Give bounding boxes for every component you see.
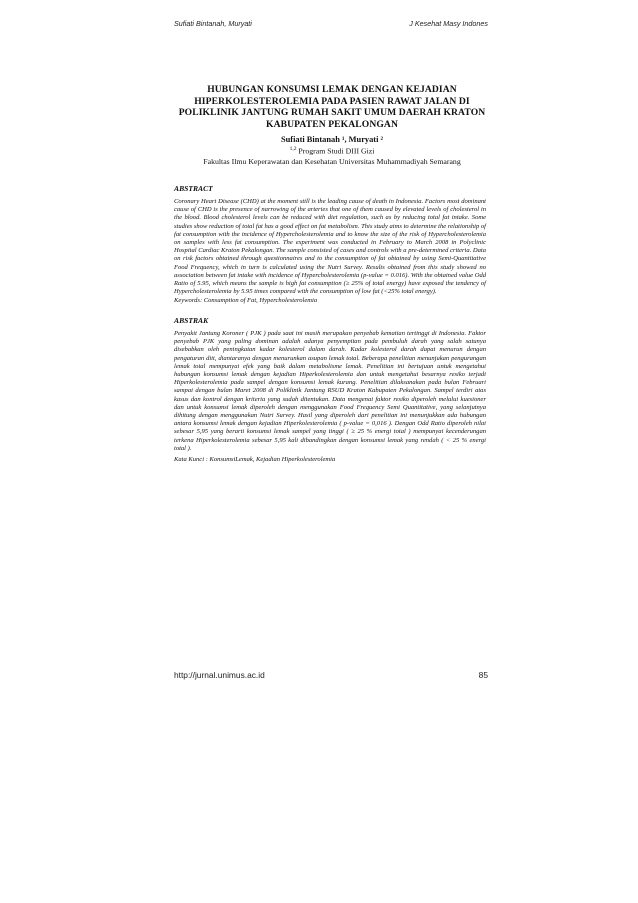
paper-title: HUBUNGAN KONSUMSI LEMAK DENGAN KEJADIAN HIPERKOLESTEROLEMIA PADA PASIEN RAWAT JALAN DI POLIKLINIK JANTUNG RUMAH SAKIT UMUM DAERAH KRATON KABUPATEN PEKALONGAN: [178, 84, 486, 130]
page-number: 85: [478, 670, 488, 680]
abstract-keywords: Keywords: Consumption of Fat, Hypercholesterolemia: [174, 297, 318, 304]
abstract-body: Coronary Heart Disease (CHD) at the moment still is the leading cause of death in Indonesia. Factors most dominant cause of CHD is the presence of narrowing of the arteries that one of them caused by elevated levels of cholesterol in the blood. Blood cholesterol levels can be reduced with diet regulation, such as by reducing total fat intake. Some studies show reduction of total fat has a good effect on fat metabolism. This study aims to determine the relationship of fat consumption with the incidence of Hypercholesterolemia and to know the size of the risk of Hypercholesterolemia on samples with less fat consumption. The experiment was conducted in February to March 2008 in Polyclinic Hospital Cardiac Kraton Pekalongan. The sample consisted of cases and controls with a pre-determined criteria. Data on risk factors obtained through questionnaires and to the consumption of fat obtained by using Semi-Quantitative Food Frequency, which in turn is calculated using the Nutri Survey. Results obtained from this study showed no association between fat intake with incidence of Hypercholesterolemia (p-value = 0.016). With the obtained value Odd Ratio of 5.95, which means the sample is high fat consumption (≥ 25% of total energy) have exposed the tendency of Hypercholesterolemia by 5.95 times compared with the consumption of low fat (<25% total energy).: [174, 198, 486, 296]
footer-url: http://jurnal.unimus.ac.id: [174, 670, 265, 680]
affiliation-program-text: Program Studi DIII Gizi: [298, 146, 375, 156]
running-header-journal: J Kesehat Masy Indones: [409, 19, 488, 28]
abstrak-keywords: Kata Kunci : KonsumsiLemak, Kejadian Hiperkolesterolemia: [174, 456, 336, 463]
affiliation-superscript: 1,2: [289, 146, 297, 152]
abstrak-heading: ABSTRAK: [174, 316, 209, 325]
affiliation-faculty: Fakultas Ilmu Keperawatan dan Kesehatan Universitas Muhammadiyah Semarang: [203, 157, 461, 166]
running-header-authors: Sufiati Bintanah, Muryati: [174, 19, 252, 28]
abstract-heading: ABSTRACT: [174, 184, 213, 193]
affiliation-program: [172, 146, 492, 156]
author-list: Sufiati Bintanah ¹, Muryati ²: [280, 135, 384, 144]
abstrak-body: Penyakit Jantung Koroner ( PJK ) pada saat ini masih merupakan penyebab kematian tertinggi di Indonesia. Faktor penyebab PJK yang paling dominan adalah adanya penyempitan pada pembuluh darah yang salah satunya disebabkan oleh peningkatan kadar kolesterol dalam darah. Kadar kolesterol darah dapat menurun dengan pengaturan diit, diantaranya dengan menurunkan asupan lemak total. Beberapa penelitian menunjukan pengurangan lemak total mempunyai efek yang baik dalam metabolisme lemak. Penelitian ini bertujuan untuk mengetahui hubungan konsumsi lemak dengan kejadian Hiperkolesterolemia dan untuk mengetahui besarnya resiko terjadi Hiperkolesterolemia pada sampel dengan konsumsi lemak kurang. Penelitian dilaksanakan pada bulan Februari sampai dengan bulan Maret 2008 di Poliklinik Jantung RSUD Kraton Kabupaten Pekalongan. Sampel terdiri atas kasus dan kontrol dengan kriteria yang sudah ditentukan. Data mengenai faktor resiko diperoleh melalui kuesioner dan untuk konsumsi lemak diperoleh dengan menggunakan Food Frequency Semi Quantitative, yang selanjutnya dihitung dengan menggunakan Nutri Survey. Hasil yang diperoleh dari penelitian ini menunjukkan ada hubungan antara konsumsi lemak dengan kejadian Hiperkolesterolemia ( p-value = 0,016 ). Dengan Odd Ratio diperoleh nilai sebesar 5,95 yang berarti konsumsi lemak sampel yang tinggi ( ≥ 25 % energi total ) mempunyai kecenderungan terkena Hiperkolesterolemia sebesar 5,95 kali dibandingkan dengan konsumsi lemak yang rendah ( < 25 % energi total ).: [174, 330, 486, 452]
